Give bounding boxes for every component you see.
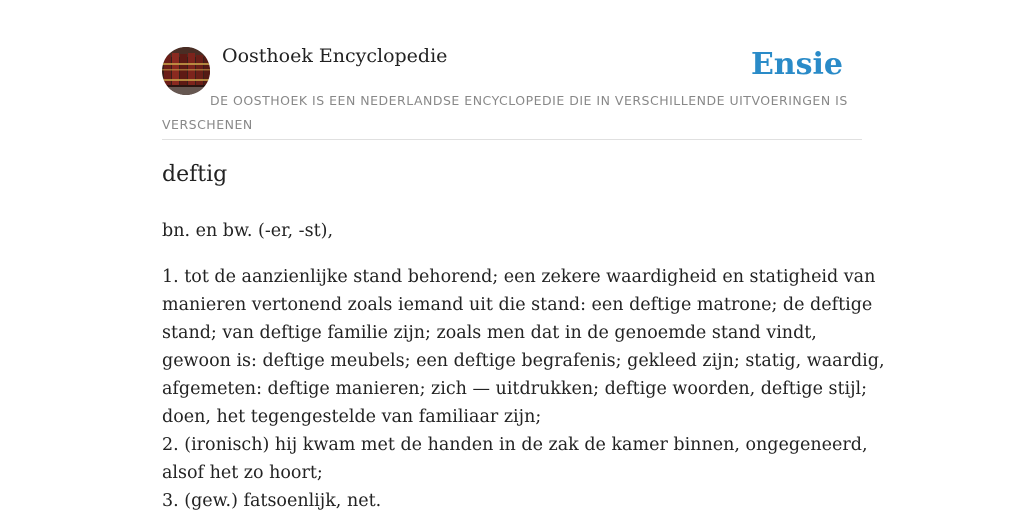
definition-line: stand; van deftige familie zijn; zoals men dat in de genoemde stand vindt, bbox=[162, 323, 817, 343]
definition-line: afgemeten: deftige manieren; zich — uitdrukken; deftige woorden, deftige stijl; bbox=[162, 379, 868, 399]
books-image-icon bbox=[162, 47, 210, 95]
source-description: DE OOSTHOEK IS EEN NEDERLANDSE ENCYCLOPEDIE DIE IN VERSCHILLENDE UITVOERINGEN IS VERSCHENEN bbox=[162, 93, 848, 132]
definition-line: manieren vertonend zoals iemand uit die stand: een deftige matrone; de deftige bbox=[162, 295, 873, 315]
entry-title: deftig bbox=[162, 162, 228, 187]
definition-line: 2. (ironisch) hij kwam met de handen in de zak de kamer binnen, ongegeneerd, bbox=[162, 435, 868, 455]
ensie-logo[interactable]: Ensie bbox=[750, 47, 843, 82]
page-container bbox=[162, 0, 885, 511]
definition-line: alsof het zo hoort; bbox=[162, 463, 323, 483]
definition-line: 1. tot de aanzienlijke stand behorend; een zekere waardigheid en statigheid van bbox=[162, 267, 876, 287]
definition-line: doen, het tegengestelde van familiaar zijn; bbox=[162, 407, 542, 427]
definition-line: 3. (gew.) fatsoenlijk, net. bbox=[162, 491, 382, 511]
encyclopedia-books-avatar[interactable] bbox=[162, 47, 210, 95]
source-header bbox=[162, 0, 862, 140]
entry-grammar: bn. en bw. (-er, -st), bbox=[162, 221, 334, 241]
definition-line: gewoon is: deftige meubels; een deftige begrafenis; gekleed zijn; statig, waardig, bbox=[162, 351, 885, 371]
entry-definition bbox=[162, 263, 885, 512]
source-name[interactable]: Oosthoek Encyclopedie bbox=[222, 45, 448, 67]
